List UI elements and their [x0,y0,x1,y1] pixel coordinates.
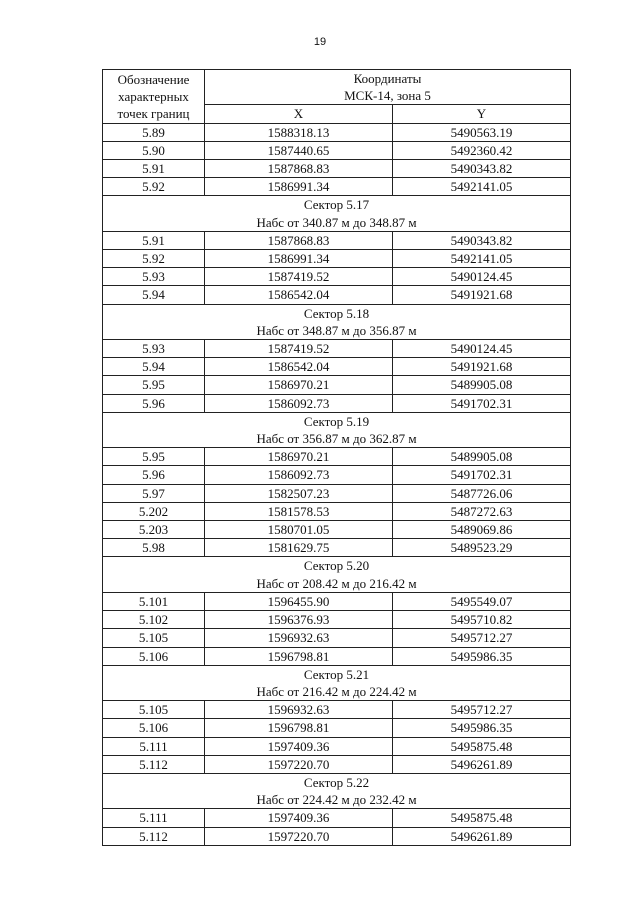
table-row [103,809,571,827]
point-id-cell: 5.89 [103,123,205,141]
point-id-cell: 5.95 [103,376,205,394]
table-body [103,70,571,846]
y-coordinate-cell: 5490563.19 [393,123,571,141]
header-row [103,70,571,105]
table-row [103,827,571,845]
x-coordinate-cell: 1586092.73 [205,394,393,412]
y-coordinate-cell: 5492360.42 [393,141,571,159]
y-coordinate-cell: 5492141.05 [393,178,571,196]
x-coordinate-cell: 1587868.83 [205,160,393,178]
table-row [103,123,571,141]
table-row [103,340,571,358]
point-id-cell: 5.98 [103,539,205,557]
x-coordinate-cell: 1586991.34 [205,250,393,268]
coordinates-header-line: Координаты [353,71,422,86]
sector-range: Набс от 224.42 м до 232.42 м [256,792,417,808]
x-coordinate-cell: 1581629.75 [205,539,393,557]
y-coordinate-cell: 5491702.31 [393,394,571,412]
coordinates-table [102,69,571,846]
y-coordinate-cell: 5495875.48 [393,809,571,827]
point-id-cell: 5.92 [103,250,205,268]
table-row [103,376,571,394]
point-id-cell: 5.90 [103,141,205,159]
table-row [103,629,571,647]
point-header-line: характерных [118,88,189,104]
point-id-cell: 5.101 [103,592,205,610]
y-coordinate-cell: 5495549.07 [393,592,571,610]
table-row [103,448,571,466]
table-row [103,358,571,376]
point-id-cell: 5.93 [103,268,205,286]
sector-header [103,665,571,700]
point-id-cell: 5.105 [103,629,205,647]
table-row [103,160,571,178]
point-id-cell: 5.94 [103,358,205,376]
sector-row [103,304,571,339]
coordinates-header-line: МСК-14, зона 5 [344,88,431,104]
table-row [103,701,571,719]
point-id-cell: 5.93 [103,340,205,358]
table-row [103,178,571,196]
point-header-line: Обозначение [117,71,190,87]
point-id-cell: 5.92 [103,178,205,196]
point-id-cell: 5.102 [103,611,205,629]
x-coordinate-cell: 1586970.21 [205,448,393,466]
table-row [103,268,571,286]
y-coordinate-cell: 5491921.68 [393,286,571,304]
table-row [103,484,571,502]
y-coordinate-cell: 5490343.82 [393,231,571,249]
point-id-cell: 5.97 [103,484,205,502]
point-id-cell: 5.202 [103,502,205,520]
x-coordinate-cell: 1586991.34 [205,178,393,196]
table-row [103,719,571,737]
table-row [103,250,571,268]
x-coordinate-cell: 1596455.90 [205,592,393,610]
point-id-cell: 5.91 [103,231,205,249]
sector-title: Сектор 5.18 [303,305,370,321]
coordinates-header [205,70,571,105]
y-coordinate-cell: 5495986.35 [393,719,571,737]
table-row [103,502,571,520]
table-row [103,231,571,249]
x-coordinate-cell: 1582507.23 [205,484,393,502]
y-coordinate-cell: 5489905.08 [393,448,571,466]
x-coordinate-cell: 1596798.81 [205,719,393,737]
y-coordinate-cell: 5489905.08 [393,376,571,394]
y-coordinate-cell: 5487726.06 [393,484,571,502]
x-coordinate-cell: 1587419.52 [205,340,393,358]
point-id-cell: 5.112 [103,755,205,773]
x-coordinate-cell: 1596376.93 [205,611,393,629]
point-id-cell: 5.96 [103,394,205,412]
point-column-header [103,70,205,124]
point-id-cell: 5.96 [103,466,205,484]
point-header-line: точек границ [117,105,190,121]
x-coordinate-cell: 1586092.73 [205,466,393,484]
x-coordinate-cell: 1588318.13 [205,123,393,141]
sector-header [103,304,571,339]
x-coordinate-cell: 1597409.36 [205,809,393,827]
y-coordinate-cell: 5495712.27 [393,629,571,647]
y-coordinate-cell: 5490343.82 [393,160,571,178]
sector-header [103,773,571,808]
point-id-cell: 5.111 [103,809,205,827]
sector-row [103,557,571,592]
sector-title: Сектор 5.20 [303,558,370,574]
sector-range: Набс от 356.87 м до 362.87 м [256,431,417,447]
page-number: 19 [313,36,327,48]
point-id-cell: 5.106 [103,719,205,737]
table-row [103,611,571,629]
table-row [103,466,571,484]
point-id-cell: 5.111 [103,737,205,755]
x-coordinate-cell: 1587868.83 [205,231,393,249]
sector-row [103,412,571,447]
x-coordinate-cell: 1587440.65 [205,141,393,159]
x-coordinate-cell: 1597409.36 [205,737,393,755]
sector-row [103,196,571,231]
x-coordinate-cell: 1586970.21 [205,376,393,394]
x-coordinate-cell: 1580701.05 [205,521,393,539]
sector-header [103,196,571,231]
y-coordinate-cell: 5492141.05 [393,250,571,268]
y-coordinate-cell: 5496261.89 [393,827,571,845]
sector-title: Сектор 5.21 [303,666,370,682]
y-coordinate-cell: 5495875.48 [393,737,571,755]
table-row [103,521,571,539]
x-coordinate-cell: 1596932.63 [205,629,393,647]
point-id-cell: 5.203 [103,521,205,539]
x-coordinate-cell: 1596798.81 [205,647,393,665]
sector-title: Сектор 5.19 [303,413,370,429]
table-row [103,592,571,610]
x-coordinate-cell: 1597220.70 [205,827,393,845]
y-coordinate-cell: 5487272.63 [393,502,571,520]
table-row [103,755,571,773]
point-id-cell: 5.94 [103,286,205,304]
x-coordinate-cell: 1597220.70 [205,755,393,773]
x-column-header: X [205,105,393,123]
table-row [103,286,571,304]
sector-row [103,773,571,808]
sector-range: Набс от 216.42 м до 224.42 м [256,683,417,699]
y-coordinate-cell: 5495710.82 [393,611,571,629]
x-coordinate-cell: 1586542.04 [205,286,393,304]
table-row [103,647,571,665]
sector-range: Набс от 348.87 м до 356.87 м [256,322,417,338]
sector-row [103,665,571,700]
sector-title: Сектор 5.22 [303,774,370,790]
x-coordinate-cell: 1586542.04 [205,358,393,376]
x-coordinate-cell: 1581578.53 [205,502,393,520]
point-id-cell: 5.95 [103,448,205,466]
y-coordinate-cell: 5491702.31 [393,466,571,484]
sector-title: Сектор 5.17 [303,197,370,213]
sector-header [103,412,571,447]
x-coordinate-cell: 1587419.52 [205,268,393,286]
y-coordinate-cell: 5491921.68 [393,358,571,376]
y-coordinate-cell: 5489069.86 [393,521,571,539]
y-coordinate-cell: 5489523.29 [393,539,571,557]
sector-range: Набс от 340.87 м до 348.87 м [256,214,417,230]
y-column-header: Y [393,105,571,123]
point-id-cell: 5.105 [103,701,205,719]
y-coordinate-cell: 5496261.89 [393,755,571,773]
y-coordinate-cell: 5490124.45 [393,340,571,358]
sector-header [103,557,571,592]
table-row [103,539,571,557]
point-id-cell: 5.106 [103,647,205,665]
sector-range: Набс от 208.42 м до 216.42 м [256,575,417,591]
table-row [103,737,571,755]
y-coordinate-cell: 5490124.45 [393,268,571,286]
x-coordinate-cell: 1596932.63 [205,701,393,719]
y-coordinate-cell: 5495986.35 [393,647,571,665]
point-id-cell: 5.112 [103,827,205,845]
table-row [103,394,571,412]
y-coordinate-cell: 5495712.27 [393,701,571,719]
table-row [103,141,571,159]
point-id-cell: 5.91 [103,160,205,178]
